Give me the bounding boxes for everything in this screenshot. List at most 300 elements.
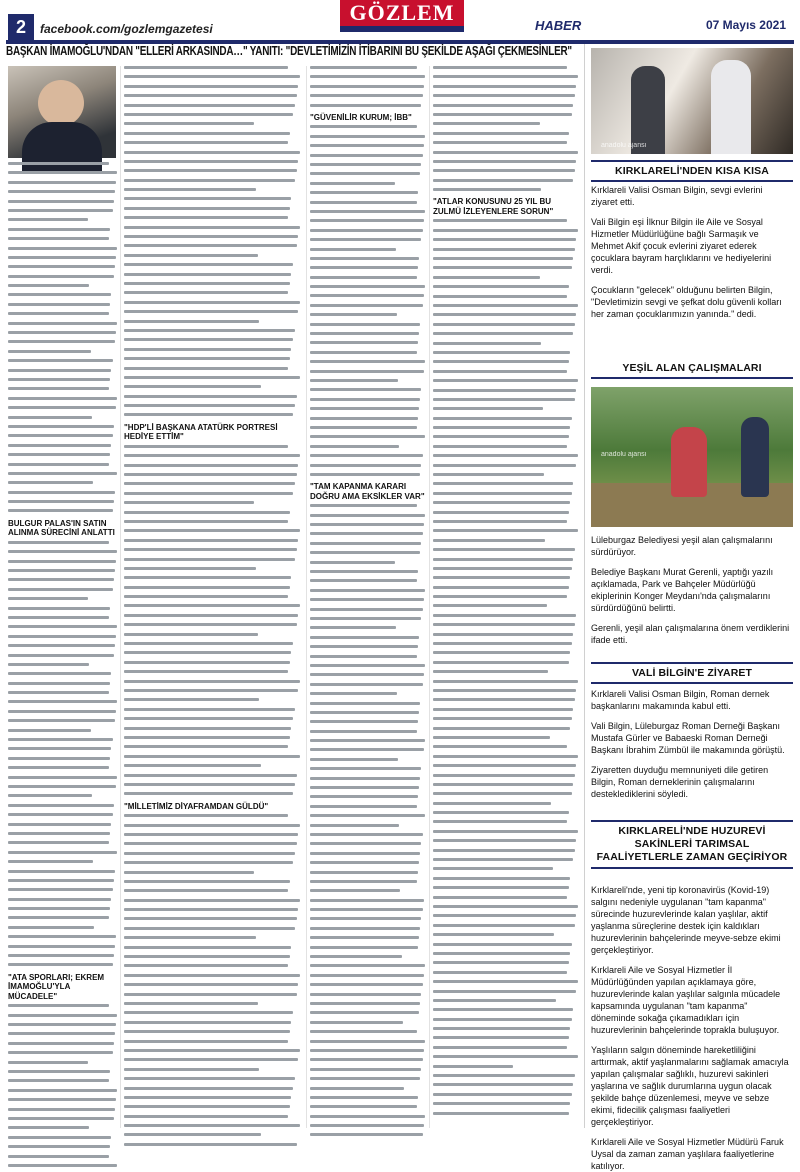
story-paragraph: Kırklareli Aile ve Sosyal Hizmetler İl Müdürlüğünden yapılan açıklamaya göre, huzurevlerinde kalan yaşlılar salgınla mücadele kapsamında uygulanan "tam kapanma" döneminde sokağa çıkamadıkları için huzurevlerinin bahçelerinde toprakla buluşuyor. bbox=[591, 965, 781, 1035]
text-line bbox=[8, 1042, 114, 1045]
text-line bbox=[124, 1096, 291, 1099]
text-line bbox=[124, 558, 295, 561]
text-line bbox=[124, 661, 290, 664]
text-line bbox=[310, 917, 421, 920]
text-line bbox=[8, 378, 110, 381]
text-line bbox=[124, 1049, 300, 1052]
text-line bbox=[124, 104, 295, 107]
story-paragraph: Gerenli, yeşil alan çalışmalarına önem verdiklerini ifade etti. bbox=[591, 623, 790, 645]
text-line bbox=[310, 229, 423, 232]
text-line bbox=[8, 209, 113, 212]
text-line bbox=[8, 541, 109, 544]
text-line bbox=[433, 407, 543, 410]
text-line bbox=[433, 558, 573, 561]
text-line bbox=[433, 473, 544, 476]
text-line bbox=[8, 747, 111, 750]
text-line bbox=[8, 190, 115, 193]
text-line bbox=[310, 636, 419, 639]
text-line bbox=[124, 141, 288, 144]
text-line bbox=[8, 359, 113, 362]
text-line bbox=[8, 654, 114, 657]
text-line bbox=[310, 1040, 425, 1043]
text-line bbox=[433, 717, 572, 720]
text-line bbox=[310, 974, 424, 977]
text-line bbox=[310, 739, 425, 742]
text-line bbox=[124, 413, 293, 416]
text-line bbox=[124, 454, 300, 457]
column-divider bbox=[306, 66, 307, 1128]
text-line bbox=[8, 1004, 109, 1007]
text-line bbox=[8, 1070, 110, 1073]
text-line bbox=[8, 369, 111, 372]
text-line bbox=[433, 614, 576, 617]
story-title: VALİ BİLGİN'E ZİYARET bbox=[591, 662, 793, 684]
text-line bbox=[310, 144, 424, 147]
text-line bbox=[8, 434, 113, 437]
text-line bbox=[124, 1068, 259, 1071]
text-line bbox=[8, 691, 109, 694]
text-line bbox=[124, 1077, 295, 1080]
text-line bbox=[310, 407, 419, 410]
text-line bbox=[8, 1145, 110, 1148]
text-line bbox=[310, 795, 418, 798]
text-line bbox=[433, 867, 553, 870]
text-line bbox=[124, 983, 298, 986]
text-line bbox=[433, 445, 567, 448]
text-line bbox=[8, 719, 115, 722]
text-line bbox=[8, 397, 117, 400]
text-line bbox=[310, 304, 423, 307]
text-line bbox=[124, 727, 291, 730]
text-line bbox=[310, 814, 425, 817]
text-line bbox=[310, 880, 417, 883]
text-line bbox=[8, 663, 89, 666]
subheading: "ATLAR KONUSUNU 25 YIL BU ZULMÜ İZLEYENLERE SORUN" bbox=[433, 197, 554, 216]
text-line bbox=[124, 1030, 290, 1033]
text-line bbox=[8, 265, 115, 268]
text-line bbox=[8, 757, 110, 760]
article-column-3 bbox=[310, 66, 426, 1128]
text-line bbox=[124, 708, 295, 711]
text-line bbox=[310, 1049, 424, 1052]
text-line bbox=[433, 933, 554, 936]
text-line bbox=[124, 861, 293, 864]
text-line bbox=[8, 500, 114, 503]
text-line bbox=[124, 964, 288, 967]
text-line bbox=[310, 294, 424, 297]
text-line bbox=[433, 680, 578, 683]
text-line bbox=[8, 340, 115, 343]
text-line bbox=[124, 151, 300, 154]
text-line bbox=[433, 943, 572, 946]
photo-credit: anadolu ajansı bbox=[601, 451, 647, 458]
text-line bbox=[310, 94, 423, 97]
text-line bbox=[124, 207, 290, 210]
text-line bbox=[124, 282, 290, 285]
text-line bbox=[8, 578, 114, 581]
text-line bbox=[433, 295, 567, 298]
text-line bbox=[310, 201, 417, 204]
text-line bbox=[124, 670, 288, 673]
text-line bbox=[8, 860, 93, 863]
text-line bbox=[124, 1105, 290, 1108]
text-block bbox=[124, 814, 302, 1146]
text-line bbox=[310, 927, 420, 930]
text-line bbox=[8, 907, 110, 910]
article-column-2 bbox=[124, 66, 302, 1128]
text-line bbox=[310, 1002, 420, 1005]
text-line bbox=[8, 350, 91, 353]
page-number: 2 bbox=[8, 14, 34, 40]
text-line bbox=[124, 755, 300, 758]
text-line bbox=[310, 645, 418, 648]
text-line bbox=[310, 238, 421, 241]
text-line bbox=[124, 595, 288, 598]
story-body bbox=[591, 534, 791, 654]
text-line bbox=[124, 917, 297, 920]
text-line bbox=[433, 971, 567, 974]
text-line bbox=[310, 946, 418, 949]
text-line bbox=[433, 595, 567, 598]
text-line bbox=[433, 651, 570, 654]
text-line bbox=[8, 444, 111, 447]
text-line bbox=[310, 608, 423, 611]
text-line bbox=[124, 216, 288, 219]
text-line bbox=[124, 473, 297, 476]
text-line bbox=[310, 1087, 404, 1090]
text-block bbox=[8, 1004, 118, 1167]
text-line bbox=[124, 263, 293, 266]
text-line bbox=[433, 1008, 573, 1011]
text-line bbox=[433, 113, 572, 116]
text-line bbox=[433, 351, 570, 354]
text-line bbox=[124, 1087, 293, 1090]
news-sidebar bbox=[584, 44, 794, 1171]
text-line bbox=[8, 588, 113, 591]
text-line bbox=[8, 898, 111, 901]
text-line bbox=[124, 604, 300, 607]
sidebar-photo-visit bbox=[591, 48, 793, 154]
page-header bbox=[0, 0, 800, 40]
text-line bbox=[124, 842, 297, 845]
text-line bbox=[310, 75, 425, 78]
text-line bbox=[8, 616, 109, 619]
story-paragraph: Çocukların "gelecek" olduğunu belirten Bilgin, "Devletimizin sevgi ve şefkat dolu güvenli kolları her zaman çocuklarımızın yanında." dedi. bbox=[591, 285, 782, 319]
text-line bbox=[433, 670, 548, 673]
text-line bbox=[310, 219, 424, 222]
text-line bbox=[310, 908, 423, 911]
text-line bbox=[124, 113, 293, 116]
text-line bbox=[433, 1065, 513, 1068]
text-line bbox=[124, 395, 297, 398]
main-headline: BAŞKAN İMAMOĞLU'NDAN "ELLERİ ARKASINDA…" YANITI: "DEVLETİMİZİN İTİBARINI BU ŞEKİLDE AŞAĞI ÇEKMESİNLER" bbox=[6, 44, 572, 62]
text-line bbox=[433, 642, 572, 645]
text-line bbox=[433, 820, 567, 823]
text-line bbox=[433, 811, 569, 814]
text-line bbox=[310, 1058, 423, 1061]
article-column-4 bbox=[433, 66, 579, 1128]
subheading: "MİLLETİMİZ DİYAFRAMDAN GÜLDÜ" bbox=[124, 801, 269, 811]
story-title: KIRKLARELİ'NDEN KISA KISA bbox=[591, 160, 793, 182]
sidebar-photo-park bbox=[591, 387, 793, 527]
text-line bbox=[433, 285, 569, 288]
text-line bbox=[433, 1018, 572, 1021]
text-block bbox=[8, 541, 118, 967]
text-line bbox=[8, 481, 93, 484]
text-line bbox=[124, 1058, 298, 1061]
story-body bbox=[591, 688, 791, 808]
text-line bbox=[124, 814, 288, 817]
text-line bbox=[8, 1164, 117, 1167]
text-line bbox=[310, 454, 423, 457]
text-line bbox=[433, 990, 576, 993]
text-line bbox=[433, 802, 551, 805]
text-line bbox=[433, 980, 578, 983]
text-line bbox=[310, 523, 424, 526]
text-line bbox=[8, 710, 116, 713]
text-line bbox=[8, 1023, 116, 1026]
text-line bbox=[310, 1105, 417, 1108]
text-line bbox=[433, 633, 573, 636]
text-line bbox=[310, 135, 425, 138]
text-line bbox=[433, 952, 570, 955]
text-line bbox=[124, 273, 291, 276]
text-line bbox=[124, 614, 298, 617]
text-line bbox=[124, 1115, 288, 1118]
text-line bbox=[124, 539, 298, 542]
text-line bbox=[124, 792, 293, 795]
text-line bbox=[124, 445, 288, 448]
text-line bbox=[310, 388, 421, 391]
text-line bbox=[310, 626, 396, 629]
text-line bbox=[124, 1011, 293, 1014]
text-line bbox=[124, 348, 291, 351]
portrait-head bbox=[38, 80, 84, 126]
text-line bbox=[310, 664, 425, 667]
text-line bbox=[8, 1089, 117, 1092]
text-line bbox=[310, 720, 418, 723]
text-line bbox=[433, 698, 575, 701]
text-line bbox=[433, 961, 569, 964]
text-line bbox=[433, 1055, 578, 1058]
text-line bbox=[8, 851, 117, 854]
story-paragraph: Lüleburgaz Belediyesi yeşil alan çalışmalarını sürdürüyor. bbox=[591, 535, 773, 557]
text-line bbox=[310, 154, 423, 157]
text-line bbox=[433, 736, 550, 739]
text-line bbox=[124, 160, 298, 163]
text-line bbox=[310, 257, 419, 260]
text-line bbox=[124, 357, 290, 360]
text-line bbox=[124, 179, 295, 182]
text-line bbox=[310, 964, 425, 967]
text-line bbox=[310, 842, 421, 845]
story-paragraph: Kırklareli'nde, yeni tip koronavirüs (Kovid-19) salgını nedeniyle uygulanan "tam kapanma" sürecinde huzurevlerinde kalan yaşlılar, aktif yaşlanma süreçlerine destek için kaldıkları huzurevlerinin bahçelerinde meyve-sebze ekimi gerçekleştiriyor. bbox=[591, 885, 781, 955]
text-line bbox=[433, 179, 573, 182]
text-line bbox=[124, 511, 290, 514]
text-line bbox=[310, 285, 425, 288]
text-line bbox=[124, 955, 290, 958]
text-line bbox=[8, 312, 109, 315]
text-line bbox=[8, 387, 109, 390]
text-line bbox=[433, 501, 570, 504]
text-line bbox=[124, 235, 298, 238]
facebook-url[interactable]: facebook.com/gozlemgazetesi bbox=[40, 22, 213, 36]
text-line bbox=[310, 514, 425, 517]
subheading: "TAM KAPANMA KARARI DOĞRU AMA EKSİKLER VAR" bbox=[310, 482, 425, 501]
text-line bbox=[433, 417, 572, 420]
text-line bbox=[8, 888, 113, 891]
text-line bbox=[310, 655, 417, 658]
text-line bbox=[310, 104, 421, 107]
text-line bbox=[8, 228, 110, 231]
text-line bbox=[310, 248, 396, 251]
text-line bbox=[124, 320, 259, 323]
text-line bbox=[433, 567, 572, 570]
text-line bbox=[124, 226, 300, 229]
text-line bbox=[124, 993, 297, 996]
text-line bbox=[433, 783, 573, 786]
text-line bbox=[433, 576, 570, 579]
text-line bbox=[124, 576, 291, 579]
text-line bbox=[8, 1061, 88, 1064]
section-label: HABER bbox=[535, 18, 582, 33]
story-title: YEŞİL ALAN ÇALIŞMALARI bbox=[591, 362, 793, 379]
text-line bbox=[433, 323, 575, 326]
issue-date: 07 Mayıs 2021 bbox=[705, 18, 786, 32]
text-line bbox=[124, 404, 295, 407]
text-line bbox=[124, 1040, 288, 1043]
text-line bbox=[8, 794, 92, 797]
text-block bbox=[124, 66, 302, 416]
text-line bbox=[433, 85, 576, 88]
text-line bbox=[8, 963, 113, 966]
subheading: "HDP'Lİ BAŞKANA ATATÜRK PORTRESİ HEDİYE ETTİM" bbox=[124, 422, 278, 442]
text-line bbox=[433, 464, 576, 467]
text-line bbox=[433, 332, 573, 335]
text-line bbox=[310, 163, 421, 166]
text-line bbox=[8, 200, 114, 203]
text-line bbox=[310, 417, 418, 420]
text-line bbox=[310, 182, 395, 185]
text-line bbox=[8, 926, 94, 929]
text-line bbox=[433, 905, 578, 908]
story-paragraph: Yaşlıların salgın döneminde hareketliliğini arttırmak, aktif yaşlanmalarını sağlamak amacıyla yapılan çalışmalar sağlıklı, huzurevi sakinleri yaşlarına ve sağlık durumlarına uygun olacak şekilde bahçe düzenlemesi, meyve ve sebze ekimi, fidecilik çalışması faaliyetleri gerçekleştiriyor. bbox=[591, 1045, 789, 1127]
text-block bbox=[433, 219, 579, 1114]
story-paragraph: Kırklareli Valisi Osman Bilgin, Roman dernek başkanlarını makamında kabul etti. bbox=[591, 689, 770, 711]
text-line bbox=[8, 275, 114, 278]
text-line bbox=[310, 899, 424, 902]
text-line bbox=[124, 301, 300, 304]
text-line bbox=[310, 1021, 403, 1024]
text-line bbox=[8, 453, 110, 456]
text-line bbox=[124, 1021, 291, 1024]
text-line bbox=[433, 1036, 569, 1039]
text-line bbox=[433, 360, 569, 363]
text-line bbox=[310, 125, 417, 128]
text-line bbox=[8, 284, 89, 287]
text-line bbox=[8, 954, 114, 957]
text-line bbox=[310, 542, 421, 545]
text-line bbox=[433, 379, 578, 382]
text-line bbox=[310, 464, 421, 467]
text-line bbox=[8, 331, 116, 334]
text-line bbox=[310, 861, 419, 864]
text-line bbox=[8, 841, 109, 844]
text-line bbox=[310, 313, 397, 316]
text-line bbox=[124, 75, 300, 78]
text-line bbox=[310, 1124, 424, 1127]
text-line bbox=[124, 94, 297, 97]
text-line bbox=[124, 1124, 300, 1127]
text-line bbox=[8, 416, 92, 419]
text-line bbox=[310, 589, 425, 592]
subheading: BULGUR PALAS'IN SATIN ALINMA SÜRECİNİ ANLATTI bbox=[8, 518, 115, 538]
text-line bbox=[433, 708, 573, 711]
text-line bbox=[8, 425, 114, 428]
text-line bbox=[124, 774, 297, 777]
text-line bbox=[433, 304, 578, 307]
text-line bbox=[310, 805, 417, 808]
text-line bbox=[124, 586, 290, 589]
text-line bbox=[8, 700, 117, 703]
text-line bbox=[310, 824, 399, 827]
text-line bbox=[8, 1155, 109, 1158]
text-line bbox=[433, 1102, 570, 1105]
text-line bbox=[433, 238, 576, 241]
text-line bbox=[124, 736, 290, 739]
text-line bbox=[124, 927, 295, 930]
text-line bbox=[8, 1117, 114, 1120]
text-line bbox=[124, 689, 298, 692]
story-body bbox=[591, 184, 791, 328]
text-line bbox=[433, 886, 569, 889]
text-line bbox=[310, 1077, 420, 1080]
text-line bbox=[310, 786, 419, 789]
text-line bbox=[8, 785, 116, 788]
text-line bbox=[124, 291, 288, 294]
text-line bbox=[124, 642, 293, 645]
text-line bbox=[124, 501, 254, 504]
text-line bbox=[433, 229, 578, 232]
text-line bbox=[8, 550, 117, 553]
text-line bbox=[310, 426, 417, 429]
text-line bbox=[124, 548, 297, 551]
text-line bbox=[433, 75, 578, 78]
text-line bbox=[8, 1098, 116, 1101]
subheading: "GÜVENİLİR KURUM; İBB" bbox=[310, 112, 412, 122]
text-line bbox=[433, 342, 541, 345]
text-line bbox=[433, 454, 578, 457]
text-line bbox=[124, 567, 256, 570]
text-line bbox=[8, 766, 109, 769]
text-line bbox=[433, 169, 575, 172]
story-body bbox=[591, 884, 791, 1171]
text-line bbox=[433, 877, 570, 880]
text-line bbox=[310, 266, 418, 269]
text-line bbox=[8, 870, 115, 873]
text-line bbox=[433, 104, 573, 107]
text-line bbox=[433, 370, 567, 373]
text-line bbox=[8, 729, 91, 732]
text-line bbox=[124, 244, 297, 247]
text-line bbox=[124, 338, 293, 341]
photo-credit: anadolu ajansı bbox=[601, 142, 647, 149]
text-line bbox=[310, 1096, 418, 1099]
text-line bbox=[433, 520, 567, 523]
text-line bbox=[8, 171, 117, 174]
text-line bbox=[124, 833, 298, 836]
text-line bbox=[310, 351, 417, 354]
